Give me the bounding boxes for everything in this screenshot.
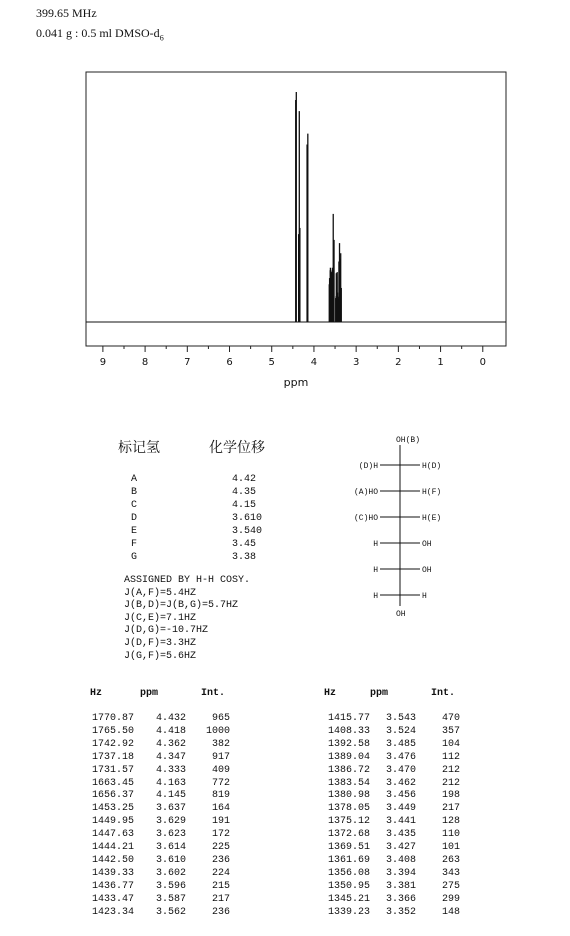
structure-right-group: OH <box>422 540 432 549</box>
peak-table-cell: 1449.95 <box>91 816 134 828</box>
peak-table-cell: 1453.25 <box>91 803 134 815</box>
peak-table-cell: 3.602 <box>155 867 186 879</box>
x-tick-label-1: 8 <box>141 357 149 368</box>
peak-table-cell: 263 <box>441 854 460 866</box>
peak-table-cell: 1436.77 <box>91 880 134 892</box>
x-tick-label-9: 0 <box>479 357 486 368</box>
peak-table-cell: 212 <box>441 777 460 789</box>
structure-right-group: H(F) <box>422 488 442 497</box>
peak-table-cell: 3.587 <box>155 893 186 905</box>
peak-table-cell: 3.562 <box>155 906 186 918</box>
peak-table-cell: 1663.45 <box>91 777 134 789</box>
assignment-row-label: C <box>131 500 138 511</box>
assignment-row-label: A <box>131 474 138 485</box>
peak-table-cell: 4.145 <box>155 790 186 802</box>
assignment-note: J(C,E)=7.1HZ <box>124 612 197 624</box>
x-tick-label-5: 4 <box>310 357 318 368</box>
peak-table-cell: 772 <box>211 777 230 789</box>
peak-table-cell: 3.427 <box>385 842 416 853</box>
peak-table-cell: 1415.77 <box>327 713 370 724</box>
peak-table-cell: 3.596 <box>155 880 186 892</box>
nmr-spectrum-chart <box>0 0 570 400</box>
peak-table-cell: 3.352 <box>385 906 416 918</box>
peak-table-cell: 343 <box>441 867 460 879</box>
peak-table-cell: 4.418 <box>155 725 186 737</box>
peak-table-cell: 1656.37 <box>91 790 134 802</box>
assignment-note: J(D,F)=3.3HZ <box>124 637 197 649</box>
peak-table-cell: 4.432 <box>155 713 186 724</box>
peak-table-cell: 1350.95 <box>327 880 370 892</box>
assignment-row-label: G <box>131 552 138 563</box>
peak-table-cell: 1770.87 <box>91 713 134 724</box>
peak-table-cell: 1356.08 <box>327 867 370 879</box>
peak-table-cell: 1361.69 <box>327 854 370 866</box>
peak-table-header: ppm <box>370 688 389 699</box>
peak-table-cell: 3.543 <box>385 713 416 724</box>
structure-left-group: H <box>373 540 378 549</box>
molecular-structure <box>330 430 470 640</box>
peak-table-cell: 3.435 <box>385 829 416 841</box>
peak-table-cell: 3.476 <box>385 751 416 763</box>
peak-table-cell: 1386.72 <box>327 764 370 776</box>
peak-table-cell: 1742.92 <box>91 738 134 750</box>
x-tick-label-2: 7 <box>184 357 191 368</box>
peak-table-cell: 819 <box>211 790 230 802</box>
peak-table-cell: 1372.68 <box>327 829 370 841</box>
peak-table-header: Hz <box>324 688 337 699</box>
structure-left-group: H <box>373 566 378 575</box>
structure-left-group: H <box>373 592 378 601</box>
peak-table-cell: 965 <box>211 713 230 724</box>
peak-table-cell: 3.366 <box>385 893 416 905</box>
peak-table-cell: 164 <box>211 803 230 815</box>
assignment-row-label: E <box>131 526 138 537</box>
peak-table-cell: 3.614 <box>155 842 186 853</box>
peak-table-cell: 3.610 <box>155 854 186 866</box>
peak-table-cell: 3.470 <box>385 764 416 776</box>
peak-table-cell: 217 <box>441 803 460 815</box>
peak-table-cell: 3.441 <box>385 816 416 828</box>
peak-table-cell: 1000 <box>205 725 230 737</box>
assignment-note: J(A,F)=5.4HZ <box>124 587 197 599</box>
peak-table-cell: 1447.63 <box>91 829 134 841</box>
peak-table-cell: 236 <box>211 906 230 918</box>
structure-left-group: (D)H <box>358 462 378 471</box>
peak-table-cell: 215 <box>211 880 230 892</box>
peak-table-header: Int. <box>201 688 226 699</box>
peak-table-header: Hz <box>90 688 103 699</box>
peak-table-cell: 470 <box>441 713 460 724</box>
peak-table-cell: 3.629 <box>155 816 186 828</box>
peak-table-header: Int. <box>431 688 456 699</box>
sample-text: 0.041 g : 0.5 ml DMSO-d <box>36 26 160 40</box>
peak-table-cell: 4.333 <box>155 764 186 776</box>
peak-table-cell: 224 <box>211 867 230 879</box>
peak-table-cell: 1389.04 <box>327 751 370 763</box>
peak-table-cell: 148 <box>441 906 460 918</box>
peak-table-cell: 1408.33 <box>327 725 370 737</box>
assignment-notes <box>124 575 250 663</box>
peak-table-cell: 1439.33 <box>91 867 134 879</box>
peak-table-cell: 104 <box>441 738 460 750</box>
peak-table-cell: 1444.21 <box>91 842 134 853</box>
peak-table-cell: 3.462 <box>385 777 416 789</box>
spectrometer-frequency: 399.65 MHz <box>36 6 97 20</box>
peak-table-cell: 3.524 <box>385 725 416 737</box>
assignment-note: J(G,F)=5.6HZ <box>124 650 197 662</box>
peak-table-cell: 1339.23 <box>327 906 370 918</box>
peak-table-cell: 1345.21 <box>327 893 370 905</box>
structure-right-group: H(D) <box>422 462 442 471</box>
peak-table-cell: 3.623 <box>155 829 186 841</box>
peak-table-cell: 1731.57 <box>91 764 134 776</box>
structure-left-group: (C)HO <box>353 514 378 523</box>
peak-table-cell: 110 <box>441 829 460 841</box>
peak-table-cell: 3.485 <box>385 738 416 750</box>
structure-right-group: OH <box>422 566 432 575</box>
x-tick-label-6: 3 <box>352 357 360 368</box>
assignment-note: J(D,G)=-10.7HZ <box>124 625 209 637</box>
peak-table-cell: 101 <box>441 842 460 853</box>
peak-table-cell: 1375.12 <box>327 816 370 828</box>
structure-bottom-oh: OH <box>396 610 406 619</box>
peak-table-cell: 357 <box>441 725 460 737</box>
peak-table-cell: 191 <box>211 816 230 828</box>
peak-table-cell: 3.456 <box>385 790 416 802</box>
peak-table-cell: 198 <box>441 790 460 802</box>
peak-table-cell: 1433.47 <box>91 893 134 905</box>
assignment-row-shift: 3.540 <box>232 526 263 537</box>
assignment-row-label: F <box>131 539 138 550</box>
assignment-row-shift: 3.45 <box>232 539 257 550</box>
structure-right-group: H(E) <box>422 514 442 523</box>
x-tick-label-4: 5 <box>268 357 275 368</box>
peak-table-cell: 1442.50 <box>91 854 134 866</box>
peak-table-cell: 1383.54 <box>327 777 370 789</box>
peak-table-cell: 1737.18 <box>91 751 134 763</box>
peak-table-cell: 1392.58 <box>327 738 370 750</box>
assignment-row-shift: 3.38 <box>232 552 257 563</box>
peak-table-cell: 1765.50 <box>91 725 134 737</box>
structure-right-group: H <box>422 592 427 601</box>
peak-table-cell: 1378.05 <box>327 803 370 815</box>
x-axis-ticks <box>100 346 486 368</box>
assignment-row-shift: 4.15 <box>232 500 257 511</box>
peak-table-cell: 3.637 <box>155 803 186 815</box>
peaks-layer <box>86 92 506 322</box>
assignment-row-shift: 3.610 <box>232 513 263 524</box>
x-tick-label-8: 1 <box>437 357 444 368</box>
peak-table-header: ppm <box>140 688 159 699</box>
peak-table-cell: 3.408 <box>385 854 416 866</box>
assignment-note: J(B,D)=J(B,G)=5.7HZ <box>124 600 239 612</box>
peak-table-cell: 212 <box>441 764 460 776</box>
peak-table-cell: 1423.34 <box>91 906 134 918</box>
peak-table-cell: 1369.51 <box>327 842 370 853</box>
assignment-note: ASSIGNED BY H-H COSY. <box>124 575 251 586</box>
peak-table-cell: 917 <box>211 751 230 763</box>
x-tick-label-3: 6 <box>226 357 233 368</box>
x-tick-label-7: 2 <box>395 357 402 368</box>
peak-table-cell: 299 <box>441 893 460 905</box>
peak-table-cell: 409 <box>211 764 230 776</box>
peak-table-cell: 225 <box>211 842 230 853</box>
assignment-label-header: 标记氢 <box>118 440 160 456</box>
structure-top-oh: OH(B) <box>396 436 421 445</box>
peak-table-cell: 172 <box>211 829 230 841</box>
assignment-shift-header: 化学位移 <box>209 440 265 456</box>
peak-table-cell: 3.394 <box>385 867 416 879</box>
peak-table-cell: 3.449 <box>385 803 416 815</box>
peak-table-cell: 382 <box>211 738 230 750</box>
x-axis-label: ppm <box>283 376 309 389</box>
peak-table-cell: 4.163 <box>155 777 186 789</box>
peak-table-cell: 275 <box>441 880 460 892</box>
assignment-row-shift: 4.42 <box>232 474 257 485</box>
peak-table-cell: 3.381 <box>385 880 416 892</box>
peak-table-cell: 4.362 <box>155 738 186 750</box>
assignment-row-label: B <box>131 487 138 498</box>
peak-table-cell: 4.347 <box>155 751 186 763</box>
peak-table-cell: 128 <box>441 816 460 828</box>
peak-table-cell: 112 <box>441 751 460 763</box>
peak-table-cell: 1380.98 <box>327 790 370 802</box>
sample-subscript: 6 <box>159 33 164 43</box>
assignment-row-label: D <box>131 513 138 524</box>
peak-table-cell: 236 <box>211 854 230 866</box>
peak-table-cell: 217 <box>211 893 230 905</box>
assignment-row-shift: 4.35 <box>232 487 257 498</box>
structure-left-group: (A)HO <box>353 488 378 497</box>
x-tick-label-0: 9 <box>99 357 107 368</box>
